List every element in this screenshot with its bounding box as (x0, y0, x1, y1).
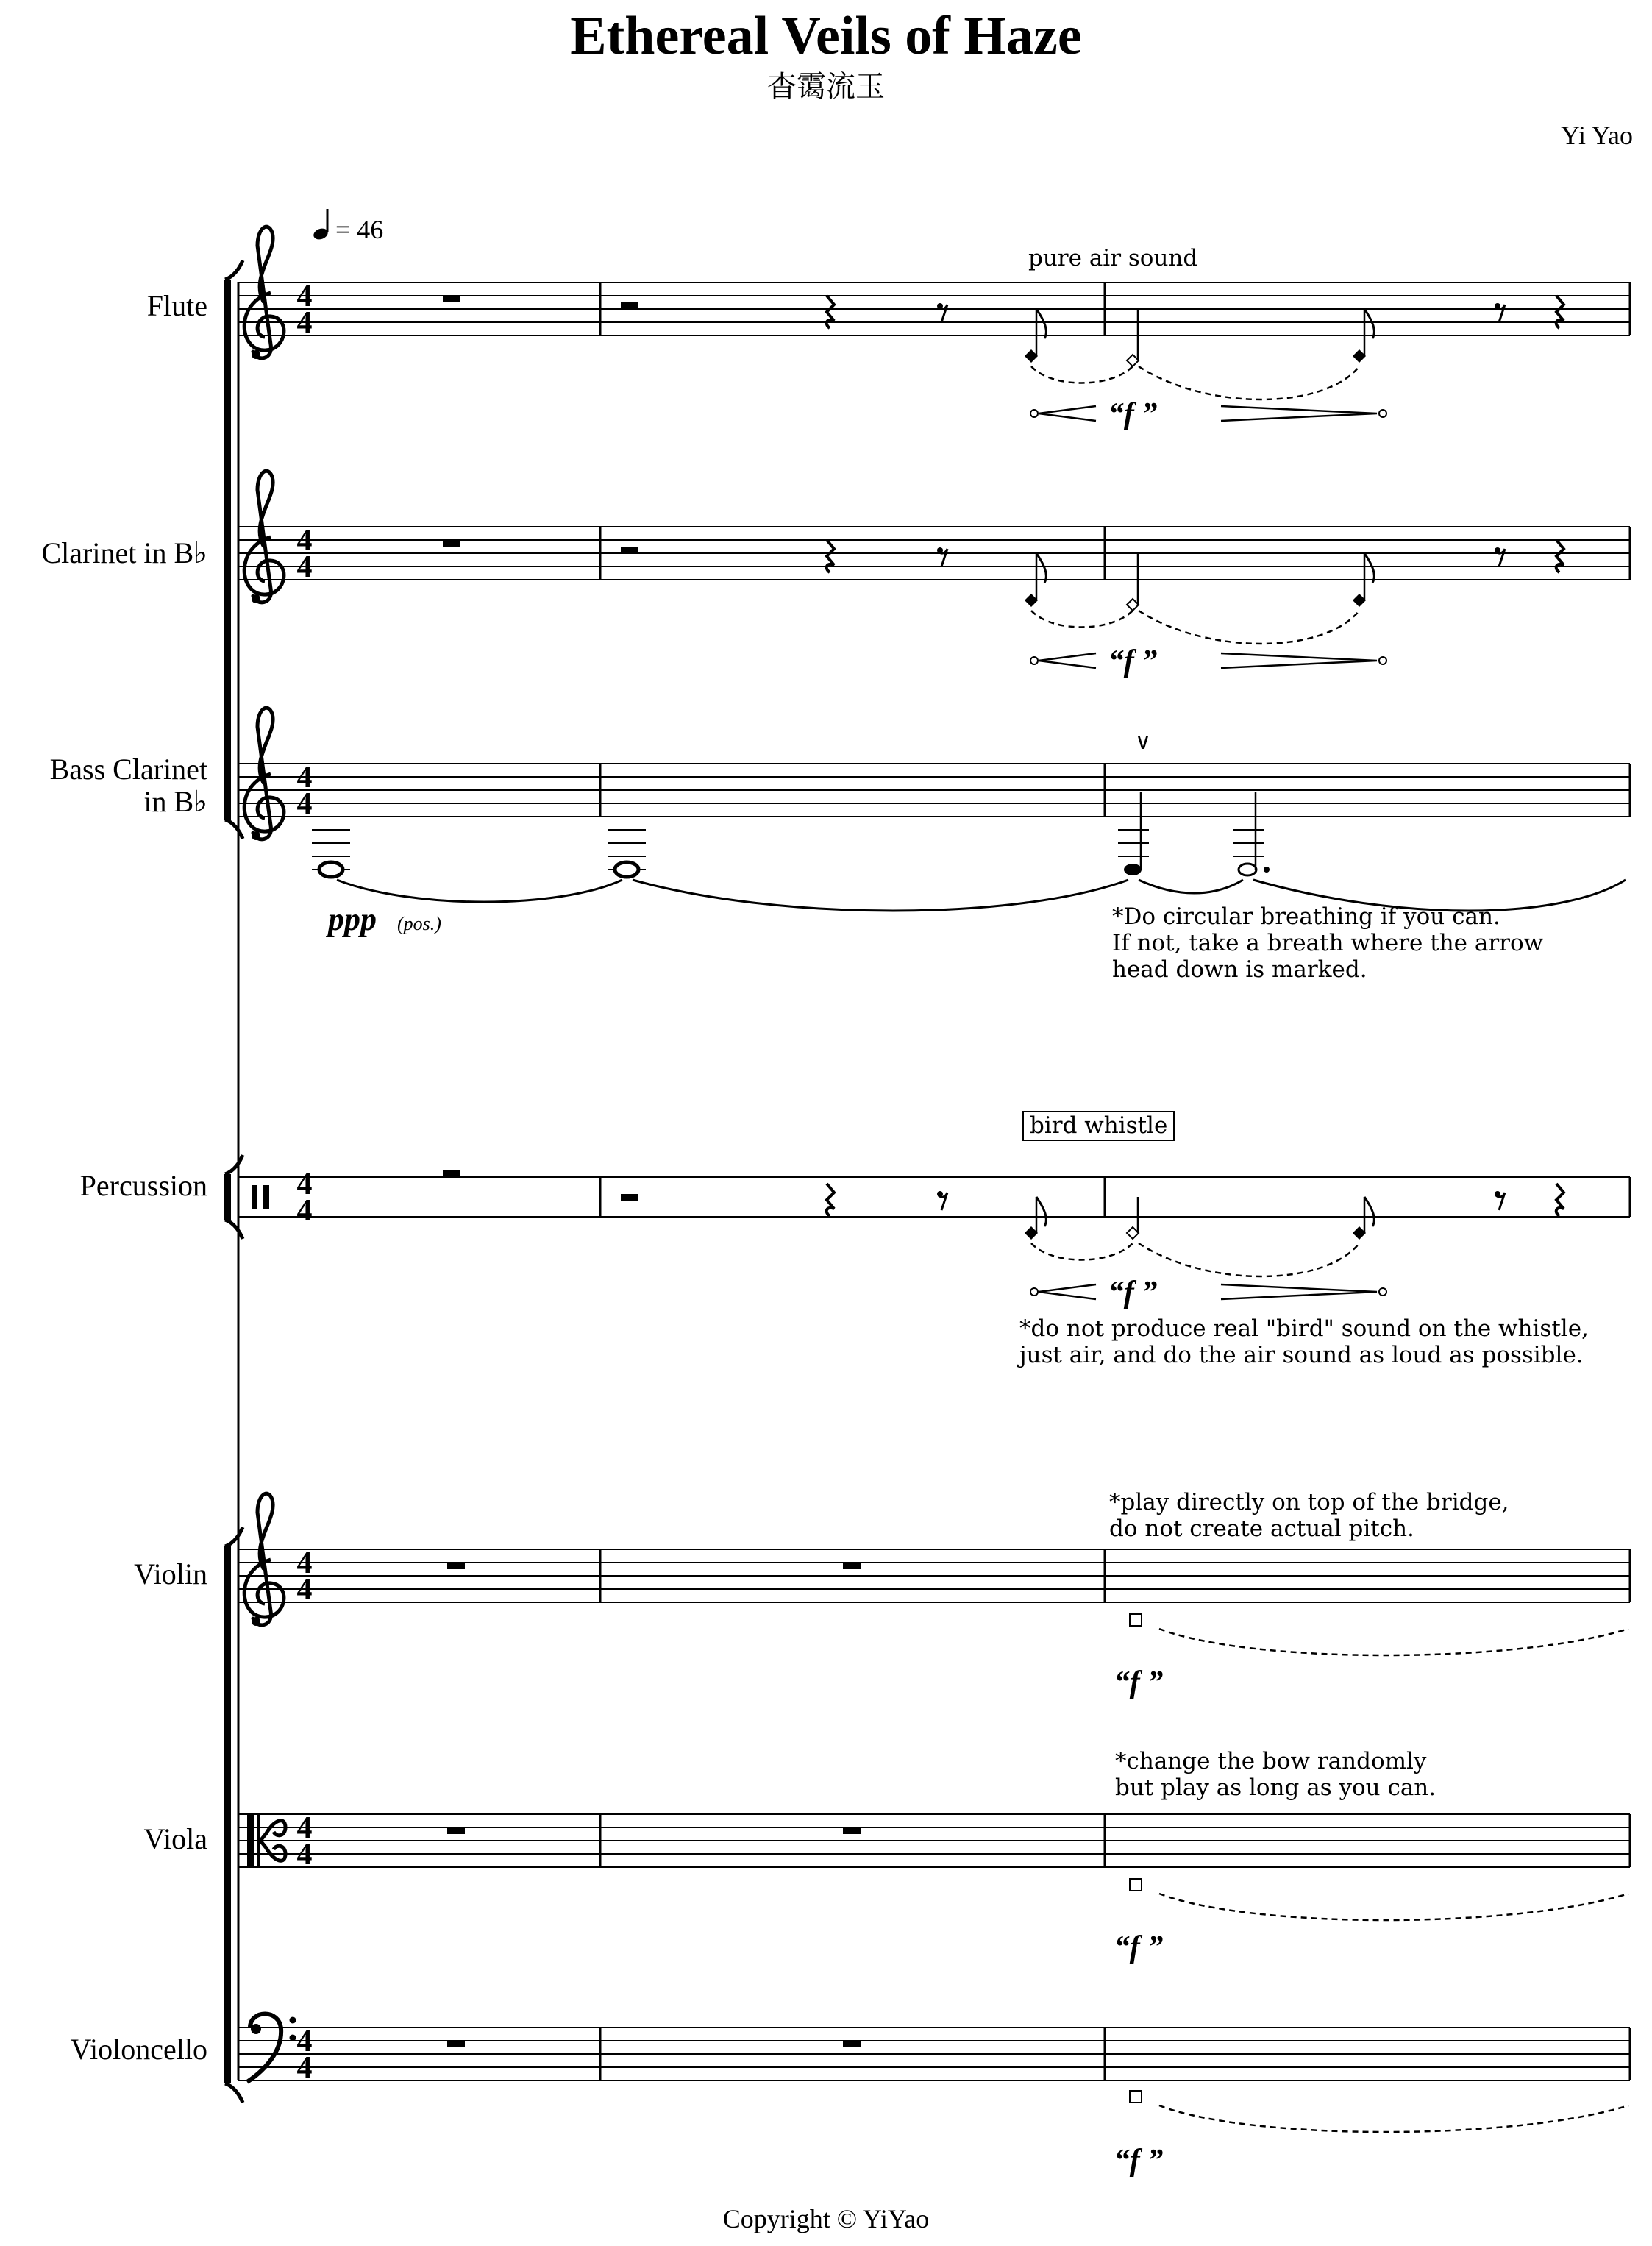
violoncello-whole-rest-m1 (447, 2041, 465, 2047)
percussion-slur-dashed (1031, 1243, 1133, 1260)
instrument-name-clarinet: Clarinet in B♭ (41, 536, 207, 569)
instrument-name-bass-clarinet-line1: Bass Clarinet (49, 753, 207, 786)
flute-half-rest-m2 (621, 302, 638, 309)
bass-clef-icon (247, 2014, 296, 2083)
bracket-winds-bar (224, 280, 231, 820)
tempo-value: = 46 (335, 215, 384, 244)
viola-whole-rest-m1 (447, 1827, 465, 1834)
flute-slur-dashed (1031, 366, 1133, 383)
flute-decrescendo-hairpin (1221, 406, 1377, 421)
flute-quarter-rest-icon (827, 296, 834, 328)
flute-open-diamond-note-icon (1127, 355, 1139, 366)
time-signature-numerator: 4 (296, 1168, 313, 1201)
treble-clef-icon (244, 1493, 284, 1626)
treble-clef-icon (244, 708, 284, 840)
viola-dynamic-f: “f ” (1114, 1930, 1164, 1964)
time-signature-numerator: 4 (296, 524, 313, 558)
bracket-percussion-hook-top (225, 1155, 243, 1174)
flute-crescendo-hairpin (1039, 406, 1096, 421)
flute-quarter-rest-icon (1556, 296, 1564, 328)
note-bird-whistle-line1: *do not produce real "bird" sound on the whistle, (1019, 1315, 1589, 1342)
clarinet-note-flag (1364, 553, 1374, 583)
time-signature-denominator: 4 (296, 1194, 313, 1228)
instrument-name-flute: Flute (146, 289, 207, 322)
note-circular-breathing-line3: head down is marked. (1112, 956, 1367, 983)
percussion-open-diamond-note-icon (1127, 1227, 1139, 1239)
bracket-strings-hook-top (225, 1527, 243, 1546)
direction-bird-whistle: bird whistle (1022, 1111, 1175, 1141)
flute-slur-dashed (1139, 366, 1359, 399)
bracket-strings-hook-bottom (225, 2083, 243, 2103)
breath-mark-icon: ∨ (1135, 730, 1151, 754)
time-signature-numerator: 4 (296, 1546, 313, 1580)
time-signature-denominator: 4 (296, 1573, 313, 1607)
bracket-strings-bar (224, 1546, 231, 2083)
staff-flute (238, 282, 1630, 335)
instrument-name-violin: Violin (134, 1557, 207, 1591)
percussion-quarter-rest-icon (1556, 1184, 1564, 1216)
percussion-decrescendo-hairpin (1221, 1284, 1377, 1299)
violin-square-notehead-icon (1130, 1614, 1142, 1626)
staff-bass-clarinet (238, 764, 1630, 817)
violoncello-square-notehead-icon (1130, 2091, 1142, 2103)
flute-note-flag (1364, 309, 1374, 338)
clarinet-whole-rest-m1 (443, 540, 460, 547)
score-subtitle: 杳霭流玉 (767, 70, 885, 104)
percussion-crescendo-hairpin (1039, 1284, 1096, 1299)
flute-eighth-rest-icon (1495, 303, 1505, 322)
clarinet-slur-dashed (1031, 611, 1133, 628)
violin-dynamic-f: “f ” (1114, 1666, 1164, 1699)
clarinet-slur-dashed (1139, 611, 1359, 644)
flute-dynamic-f: “f ” (1108, 397, 1158, 431)
flute-niente-circle (1379, 410, 1386, 417)
bass-clarinet-augmentation-dot (1264, 867, 1270, 873)
violoncello-slur-dashed (1159, 2105, 1628, 2132)
violoncello-whole-rest-m2 (843, 2041, 861, 2047)
bracket-winds-hook-bottom (225, 820, 243, 839)
bass-clarinet-whole-note-m1 (319, 862, 343, 877)
flute-niente-circle (1030, 410, 1038, 417)
bass-clarinet-tie (633, 880, 1128, 911)
bass-clarinet-tie (337, 880, 622, 902)
violin-whole-rest-m2 (843, 1563, 861, 1569)
instrument-name-viola: Viola (143, 1822, 207, 1855)
viola-slur-dashed (1159, 1894, 1628, 1920)
viola-whole-rest-m2 (843, 1827, 861, 1834)
bracket-percussion-bar (224, 1174, 231, 1220)
clarinet-decrescendo-hairpin (1221, 653, 1377, 668)
violin-slur-dashed (1159, 1629, 1628, 1655)
clarinet-dynamic-f: “f ” (1108, 644, 1158, 678)
note-bow-line2: but play as long as you can. (1115, 1774, 1436, 1801)
percussion-half-rest-m2 (621, 1194, 638, 1201)
percussion-note-flag (1364, 1197, 1374, 1226)
note-bridge-line2: do not create actual pitch. (1109, 1515, 1414, 1542)
flute-note-flag (1036, 309, 1046, 338)
staff-clarinet (238, 527, 1630, 580)
clarinet-quarter-rest-icon (827, 540, 834, 572)
clarinet-eighth-rest-icon (937, 547, 947, 566)
staff-viola (238, 1814, 1630, 1867)
percussion-clef-icon (252, 1185, 257, 1209)
percussion-dynamic-f: “f ” (1108, 1276, 1158, 1309)
note-bow-line1: *change the bow randomly (1115, 1748, 1427, 1774)
note-circular-breathing-line2: If not, take a breath where the arrow (1112, 930, 1544, 956)
percussion-eighth-rest-icon (937, 1191, 947, 1210)
note-bridge-line1: *play directly on top of the bridge, (1109, 1489, 1509, 1515)
time-signature-numerator: 4 (296, 280, 313, 313)
clarinet-note-flag (1036, 553, 1046, 583)
percussion-eighth-rest-icon (1495, 1191, 1505, 1210)
time-signature-denominator: 4 (296, 306, 313, 340)
bass-clarinet-quarter-note-m3 (1124, 864, 1142, 875)
time-signature-denominator: 4 (296, 550, 313, 584)
violoncello-dynamic-f: “f ” (1114, 2144, 1164, 2178)
percussion-quarter-rest-icon (827, 1184, 834, 1216)
staff-violoncello (238, 2028, 1630, 2080)
treble-clef-icon (244, 227, 284, 359)
bass-clarinet-dotted-half-note-m3 (1239, 864, 1256, 875)
time-signature-denominator: 4 (296, 787, 313, 821)
bass-clarinet-pos-marking: (pos.) (397, 913, 441, 934)
instrument-name-percussion: Percussion (79, 1169, 207, 1202)
clarinet-quarter-rest-icon (1556, 540, 1564, 572)
treble-clef-icon (244, 471, 284, 603)
flute-whole-rest-m1 (443, 296, 460, 302)
bracket-winds-hook-top (225, 260, 243, 280)
staff-percussion (238, 1177, 1630, 1217)
bass-clarinet-dynamic-ppp: ppp (328, 901, 377, 937)
bass-clarinet-tie (1253, 880, 1626, 911)
clarinet-niente-circle (1379, 657, 1386, 664)
bass-clarinet-whole-note-m2 (615, 862, 638, 877)
bass-clarinet-tie (1139, 880, 1243, 893)
time-signature-numerator: 4 (296, 761, 313, 795)
direction-pure-air-sound: pure air sound (1028, 245, 1198, 271)
time-signature-denominator: 4 (296, 1838, 313, 1872)
percussion-niente-circle (1379, 1288, 1386, 1296)
percussion-clef-icon (263, 1185, 269, 1209)
percussion-note-flag (1036, 1197, 1046, 1226)
time-signature-numerator: 4 (296, 1811, 313, 1845)
time-signature-denominator: 4 (296, 2051, 313, 2085)
note-bird-whistle-line2: just air, and do the air sound as loud as possible. (1019, 1342, 1584, 1368)
composer-name: Yi Yao (1560, 121, 1633, 150)
bracket-percussion-hook-bottom (225, 1220, 243, 1239)
time-signature-numerator: 4 (296, 2025, 313, 2058)
viola-square-notehead-icon (1130, 1879, 1142, 1891)
percussion-whole-rest-m1 (443, 1170, 460, 1176)
percussion-slur-dashed (1139, 1243, 1359, 1276)
instrument-name-violoncello: Violoncello (70, 2033, 207, 2066)
score-title: Ethereal Veils of Haze (570, 6, 1082, 66)
violin-whole-rest-m1 (447, 1563, 465, 1569)
clarinet-crescendo-hairpin (1039, 653, 1096, 668)
note-circular-breathing-line1: *Do circular breathing if you can. (1112, 903, 1500, 930)
percussion-niente-circle (1030, 1288, 1038, 1296)
clarinet-niente-circle (1030, 657, 1038, 664)
flute-eighth-rest-icon (937, 303, 947, 322)
clarinet-eighth-rest-icon (1495, 547, 1505, 566)
clarinet-half-rest-m2 (621, 547, 638, 553)
copyright-footer: Copyright © YiYao (722, 2204, 930, 2233)
instrument-name-bass-clarinet-line2: in B♭ (143, 785, 207, 818)
clarinet-open-diamond-note-icon (1127, 599, 1139, 611)
staff-violin (238, 1549, 1630, 1602)
